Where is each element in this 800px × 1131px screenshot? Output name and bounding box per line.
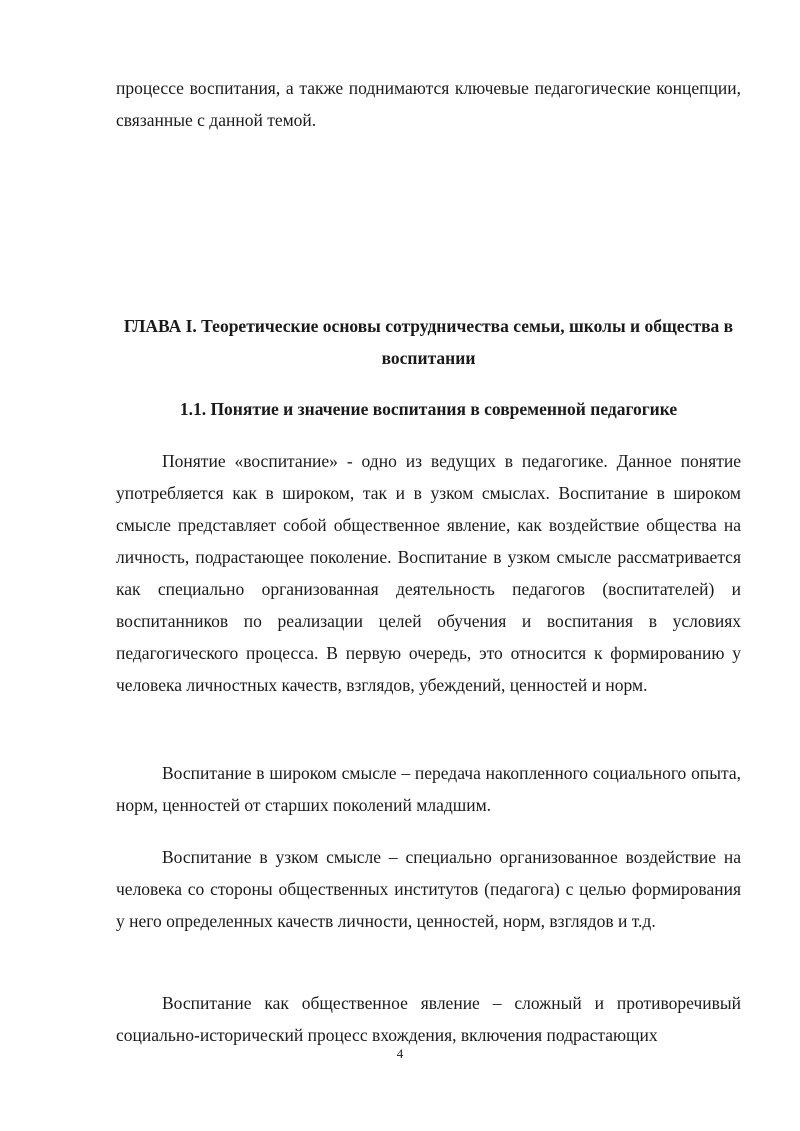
body-paragraph: Воспитание как общественное явление – сложный и противоречивый социально-исторический процесс вхождения, включения подрастающих	[116, 993, 741, 1045]
section-title: Понятие и значение воспитания в современной педагогике	[210, 399, 678, 419]
section-number: 1.1.	[179, 399, 207, 419]
page-number: 4	[396, 1046, 404, 1061]
intro-paragraph: процессе воспитания, а также поднимаются ключевые педагогические концепции, связанные с данной темой.	[116, 78, 741, 130]
body-paragraph: Воспитание в широком смысле – передача накопленного социального опыта, норм, ценностей от старших поколений младшим.	[116, 763, 741, 815]
body-paragraph: Понятие «воспитание» - одно из ведущих в педагогике. Данное понятие употребляется как в широком, так и в узком смыслах. Воспитание в широком смысле представляет собой общественное явление, как воздействие общества на личность, подрастающее поколение. Воспитание в узком смысле рассматривается как специально организованная деятельность педагогов (воспитателей) и воспитанников по реализации целей обучения и воспитания в условиях педагогического процесса. В первую очередь, это относится к формированию у человека личностных качеств, взглядов, убеждений, ценностей и норм.	[116, 451, 741, 695]
body-paragraph: Воспитание в узком смысле – специально организованное воздействие на человека со стороны общественных институтов (педагога) с целью формирования у него определенных качеств личности, ценностей, норм, взглядов и т.д.	[116, 847, 741, 931]
section-heading	[116, 393, 741, 425]
chapter-title: ГЛАВА I. Теоретические основы сотрудничества семьи, школы и общества в воспитании	[123, 316, 734, 368]
